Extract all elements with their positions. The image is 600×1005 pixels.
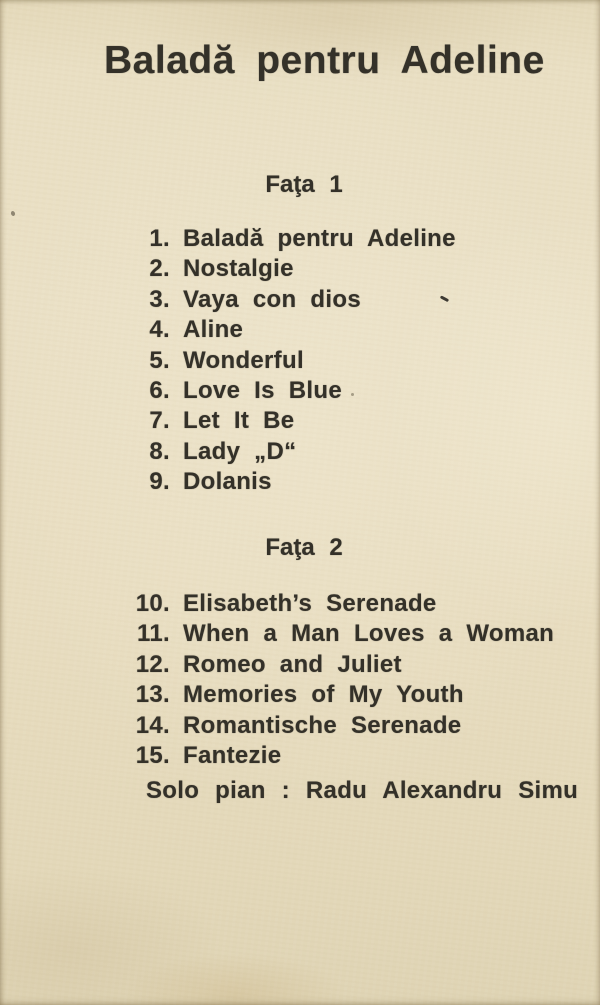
track-title: Elisabeth’s Serenade: [183, 590, 437, 617]
track-row: [0, 224, 600, 254]
track-row: [0, 711, 600, 741]
track-number: 13.: [135, 681, 170, 709]
side1-heading: Faţa 1: [265, 171, 343, 198]
track-number: 8.: [149, 437, 170, 465]
side2-track-list: [0, 589, 600, 771]
track-row: [0, 589, 600, 619]
track-title: When a Man Loves a Woman: [183, 620, 555, 648]
side1-track-list: [0, 224, 600, 498]
track-row: [0, 680, 600, 710]
track-number: 11.: [137, 620, 170, 648]
track-row: [0, 376, 600, 406]
track-row: [0, 437, 600, 467]
track-title: Love Is Blue: [183, 377, 342, 405]
track-number: 5.: [149, 346, 170, 374]
track-title: Fantezie: [183, 742, 282, 770]
track-number: 15.: [135, 742, 170, 770]
track-title: Let It Be: [183, 407, 295, 435]
track-title: Nostalgie: [183, 255, 294, 283]
track-title: Romeo and Juliet: [183, 650, 402, 678]
side2-heading: Faţa 2: [265, 534, 343, 561]
track-row: [0, 650, 600, 680]
scan-speck: [351, 393, 354, 396]
track-number: 4.: [149, 316, 170, 344]
track-number: 14.: [135, 711, 170, 739]
track-title: Romantische Serenade: [183, 711, 462, 739]
track-row: [0, 741, 600, 771]
track-row: [0, 346, 600, 376]
track-title: Lady „D“: [183, 437, 297, 465]
track-number: 3.: [149, 285, 170, 313]
track-row: [0, 285, 600, 315]
track-row: [0, 315, 600, 345]
track-title: Dolanis: [183, 468, 272, 496]
track-title: Memories of My Youth: [183, 681, 464, 709]
track-number: 6.: [149, 377, 170, 405]
track-title: Aline: [183, 316, 244, 344]
album-title: Baladă pentru Adeline: [104, 39, 545, 82]
track-number: 9.: [149, 468, 170, 496]
track-row: [0, 406, 600, 436]
track-number: 2.: [149, 255, 170, 283]
track-row: [0, 619, 600, 649]
track-number: 10.: [135, 590, 170, 617]
track-number: 7.: [149, 407, 170, 435]
track-row: [0, 254, 600, 284]
track-title: Vaya con dios: [183, 285, 361, 313]
credit-line: Solo pian : Radu Alexandru Simu: [146, 777, 579, 804]
track-title: Wonderful: [183, 346, 304, 374]
track-number: 1.: [149, 225, 170, 252]
track-number: 12.: [135, 650, 170, 678]
track-row: [0, 467, 600, 497]
track-title: Baladă pentru Adeline: [183, 225, 456, 252]
scan-speck: [10, 210, 15, 216]
